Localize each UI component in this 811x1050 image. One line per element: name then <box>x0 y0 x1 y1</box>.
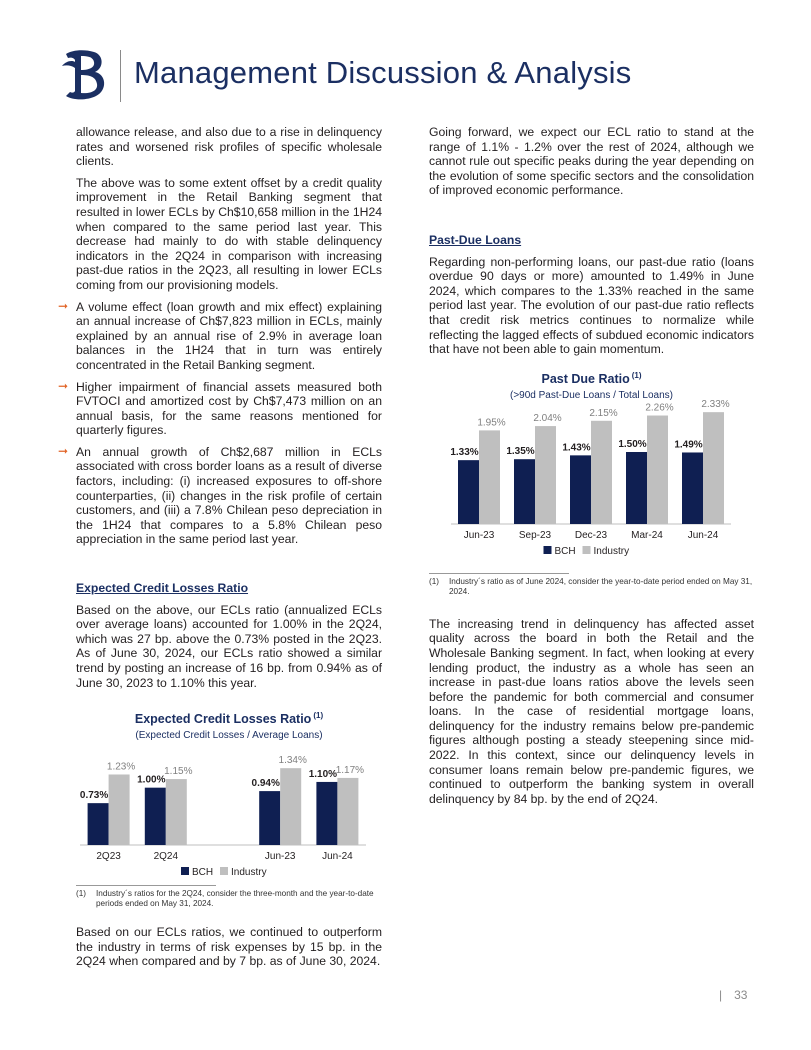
footnote-mark: (1) <box>76 889 87 899</box>
paragraph: The increasing trend in delinquency has affected asset quality across the board in both the Retail and the Wholesale Banking segment. In fact, when looking at every lending product, the industry as a whole has seen an increase in past-due loans ratios above the levels seen before the pandemic for both commercial and consumer loans. In the case of residential mortgage loans, delinquency for the industry remains below pre-pandemic figures although posting a steady steepening since mid-2022. In this context, since our delinquency levels in consumer loans remain below pre-pandemic figures, we continued to outperform the banking system in overall delinquency by 84 bp. by the end of 2Q24. <box>429 616 754 806</box>
x-tick-label: 2Q24 <box>153 851 179 863</box>
x-tick-label: Jun-23 <box>264 851 296 863</box>
legend-label-bch: BCH <box>192 867 214 879</box>
data-label: 1.15% <box>164 766 193 778</box>
data-label: 2.15% <box>589 407 618 419</box>
data-label: 1.17% <box>335 765 365 777</box>
data-label: 1.49% <box>674 439 703 451</box>
bullet-text: A volume effect (loan growth and mix effect) explaining an annual increase of Ch$7,823 million in ECLs, mainly explained by an annual rise of 2.9% in average loan balances in the 1H24 that in turn was entirely concentrated in the Retail Banking segment. <box>76 299 382 372</box>
left-column <box>58 125 382 976</box>
arrow-bullet-icon: ➞ <box>58 298 69 313</box>
chart-subtitle: (Expected Credit Losses / Average Loans) <box>135 730 323 742</box>
bullet-item <box>58 443 382 547</box>
data-label: 1.50% <box>618 438 647 450</box>
legend-swatch-bch <box>181 867 189 875</box>
footnote-mark: (1) <box>429 576 440 586</box>
footnote-text: Industry´s ratio as of June 2024, consider the year-to-date period ended on May 31, 2024. <box>449 576 753 596</box>
chart-title: Past Due Ratio $^{(1)}$ <box>541 370 642 386</box>
bar-industry <box>337 778 358 845</box>
x-tick-label: Mar-24 <box>631 529 663 541</box>
bar-bch <box>682 452 703 524</box>
bar-bch <box>514 459 535 524</box>
past-due-footnote <box>429 573 754 597</box>
header-divider <box>120 50 121 102</box>
bar-industry <box>166 779 187 845</box>
bar-industry <box>280 768 301 845</box>
x-tick-label: Jun-24 <box>322 851 353 863</box>
legend-swatch-industry <box>220 867 228 875</box>
bar-bch <box>626 452 647 524</box>
bullet-text: An annual growth of Ch$2,687 million in ECLs associated with cross border loans as a result of diverse factors, including: (i) increased exposures to off-shore counterparties, (ii) changes in the risk profile of certain customers, and (iii) a 7.8% Chilean peso depreciation in the 1H24 that compares to a 5.8% Chilean peso appreciation in the same period last year. <box>76 444 382 547</box>
bar-bch <box>88 803 109 845</box>
data-label: 2.26% <box>645 402 674 414</box>
page-title: Management Discussion & Analysis <box>134 55 632 90</box>
data-label: 1.33% <box>450 446 479 458</box>
data-label: 0.73% <box>79 790 109 802</box>
paragraph: Based on the above, our ECLs ratio (annualized ECLs over average loans) accounted for 1.00% in the 2Q24, which was 27 bp. above the 0.73% posted in the 2Q23. As of June 30, 2024, our ECLs ratio showed a similar trend by posting an increase of 16 bp. from 0.94% as of June 30, 2023 to 1.10% this year. <box>76 602 382 690</box>
x-tick-label: Sep-23 <box>518 529 552 541</box>
data-label: 1.34% <box>278 755 307 767</box>
chart-subtitle: (>90d Past-Due Loans / Total Loans) <box>510 389 673 401</box>
x-tick-label: Jun-24 <box>687 529 719 541</box>
bar-industry <box>479 430 500 524</box>
bar-industry <box>647 415 668 523</box>
legend-label-industry: Industry <box>593 545 630 557</box>
data-label: 1.00% <box>137 774 166 786</box>
page-number: 33 <box>734 988 748 1002</box>
past-due-ratio-chart-svg <box>429 367 754 567</box>
x-tick-label: 2Q23 <box>96 851 121 863</box>
bar-industry <box>591 421 612 524</box>
past-due-section-heading: Past-Due Loans <box>429 232 522 247</box>
past-due-ratio-chart <box>429 367 754 567</box>
footnote-text: Industry´s ratios for the 2Q24, consider the three-month and the year-to-date periods ended on May 31, 2024. <box>96 889 374 909</box>
right-column <box>429 125 754 813</box>
paragraph: The above was to some extent offset by a credit quality improvement in the Retail Banking segment that resulted in lower ECLs by Ch$10,658 million in the 1H24 when compared to the same period last year. This decrease had mainly to do with stable delinquency indicators in the 2Q24 in comparison with increasing past-due ratios in the 2Q23, all resulting in lower ECLs coming from our provisioning models. <box>76 175 382 292</box>
legend-swatch-bch <box>544 546 552 554</box>
data-label: 1.95% <box>477 417 506 429</box>
bar-industry <box>703 412 724 524</box>
data-label: 1.43% <box>562 442 591 454</box>
arrow-bullet-icon: ➞ <box>58 378 69 393</box>
data-label: 2.04% <box>533 412 562 424</box>
paragraph: Based on our ECLs ratios, we continued to outperform the industry in terms of risk expenses by 15 bp. in the 2Q24 when compared and by 7 bp. as of June 30, 2024. <box>76 925 382 969</box>
data-label: 1.35% <box>506 445 535 457</box>
legend-swatch-industry <box>583 546 591 554</box>
paragraph: Regarding non-performing loans, our past-due ratio (loans overdue 90 days or more) amounted to 1.49% in June 2024, which compares to the 1.33% reached in the same period last year. The evolution of our past-due ratio reflects that credit risk metrics continues to normalize while reflecting the lagged effects of subdued economic indicators that have not been able to gain momentum. <box>429 254 754 357</box>
paragraph: Going forward, we expect our ECL ratio to stand at the range of 1.1% - 1.2% over the rest of 2024, although we cannot rule out specific peaks during the year depending on the evolution of some specific sectors and the consolidation of improved economic performance. <box>429 125 754 198</box>
legend-label-bch: BCH <box>554 545 576 557</box>
chart-title: Expected Credit Losses Ratio $^{(1)}$ <box>134 711 324 727</box>
data-label: 1.10% <box>308 769 338 781</box>
ecl-section-heading: Expected Credit Losses Ratio <box>76 581 249 596</box>
bank-monogram-logo <box>62 46 110 102</box>
bar-industry <box>109 775 130 846</box>
x-tick-label: Jun-23 <box>463 529 495 541</box>
data-label: 1.23% <box>106 761 136 773</box>
bullet-item <box>58 298 382 373</box>
bar-bch <box>570 455 591 524</box>
bar-industry <box>535 426 556 524</box>
bullet-text: Higher impairment of financial assets measured both FVTOCI and amortized cost by Ch$7,473 million on an annual basis, for the same reasons mentioned for quarterly figures. <box>76 379 382 438</box>
page-footer <box>719 988 747 1002</box>
legend-label-industry: Industry <box>231 867 267 879</box>
x-tick-label: Dec-23 <box>574 529 608 541</box>
bar-bch <box>458 460 479 524</box>
arrow-bullet-icon: ➞ <box>58 443 69 458</box>
bullet-item <box>58 378 382 438</box>
data-label: 2.33% <box>701 398 730 410</box>
bar-bch <box>145 788 166 845</box>
ecl-ratio-chart-svg <box>76 697 382 879</box>
bar-bch <box>259 791 280 845</box>
footer-separator: | <box>719 988 723 1002</box>
data-label: 0.94% <box>251 778 280 790</box>
bullet-list <box>58 298 382 548</box>
ecl-footnote <box>76 885 382 909</box>
bar-bch <box>316 782 337 845</box>
ecl-ratio-chart <box>76 697 382 879</box>
paragraph: allowance release, and also due to a rise in delinquency rates and worsened risk profiles of specific wholesale clients. <box>76 125 382 169</box>
